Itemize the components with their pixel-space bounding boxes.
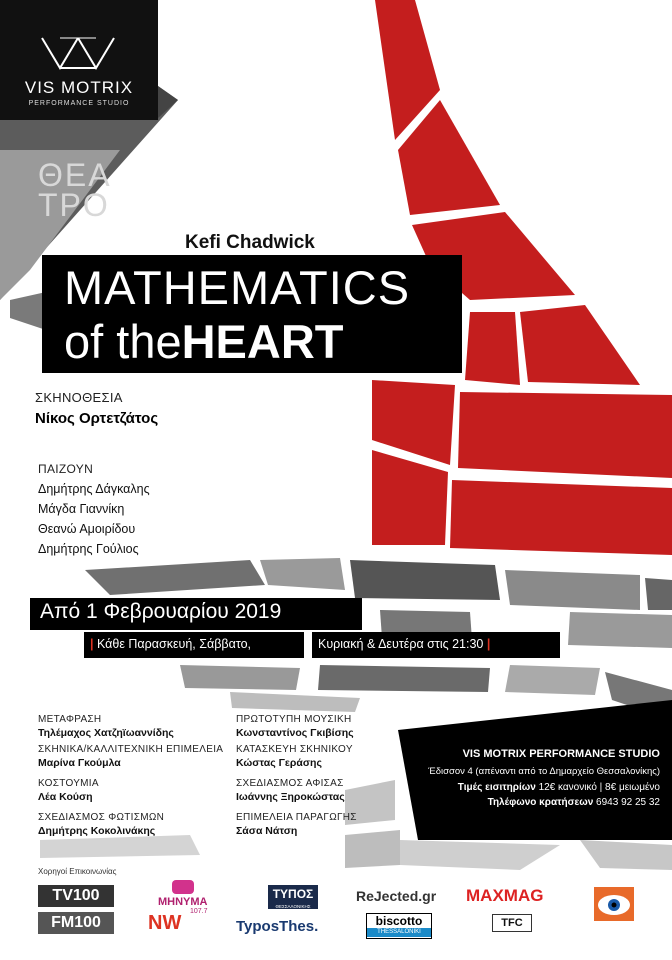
credit-name: Ιωάννης Ξηροκώστας	[236, 791, 345, 803]
red-sail-7	[458, 392, 672, 478]
credit-label: ΣΧΕΔΙΑΣΜΟΣ ΦΩΤΙΣΜΩΝ	[38, 812, 165, 823]
direction-name: Νίκος Ορτετζάτος	[35, 410, 159, 427]
vis-motrix-logo-icon	[38, 32, 120, 74]
cast-label: ΠΑΙΖΟΥΝ	[38, 462, 94, 476]
venue-phone	[398, 797, 672, 808]
typos-logo-text: ΤΥΠΟΣ	[272, 887, 314, 901]
red-sail-4	[520, 305, 640, 385]
hull-8	[180, 665, 300, 690]
hull-4	[505, 570, 640, 610]
schedule-part1-text: Κάθε Παρασκευή, Σάββατο,	[96, 637, 252, 651]
schedule-part1	[90, 637, 251, 651]
logo-subtitle: PERFORMANCE STUDIO	[28, 100, 130, 107]
venue-title: VIS MOTRIX PERFORMANCE STUDIO	[462, 748, 660, 760]
credit-name: Τηλέμαχος Χατζηϊωαννίδης	[38, 727, 174, 739]
cast-member: Θεανώ Αμοιρίδου	[38, 522, 136, 536]
schedule-separator: |	[90, 637, 94, 651]
biscotto-subtitle: THESSALONIKI	[367, 928, 431, 937]
hull-7	[568, 612, 672, 648]
cast-member: Δημήτρης Γούλιος	[38, 542, 139, 556]
lower-gray-2	[345, 830, 400, 868]
author: Kefi Chadwick	[185, 232, 315, 253]
phone-label: Τηλέφωνο κρατήσεων	[487, 797, 594, 808]
prices-label: Τιμές εισιτηρίων	[457, 782, 536, 793]
minima-bubble-icon	[172, 880, 194, 894]
biscotto-text: biscotto	[375, 914, 423, 928]
title-line2-bold: HEART	[181, 315, 344, 368]
credit-name: Λέα Κούση	[38, 791, 93, 803]
side-word-line1: ΘΕΑ	[38, 157, 112, 193]
typosthes-logo: TyposThes.	[236, 918, 319, 935]
schedule-part2	[318, 637, 490, 651]
fm100-logo: FM100	[38, 912, 114, 934]
credit-name: Σάσα Νάτση	[236, 825, 298, 837]
maxmag-logo: MAXMAG	[466, 886, 544, 905]
lower-gray-3	[40, 835, 200, 858]
logo-name: VIS MOTRIX	[24, 78, 134, 97]
direction-label: ΣΚΗΝΟΘΕΣΙΑ	[35, 390, 123, 405]
venue-prices	[398, 782, 672, 793]
hull-10	[505, 665, 600, 695]
biscotto-logo	[366, 913, 432, 939]
nw-logo: NW	[148, 912, 182, 934]
credit-label: ΕΠΙΜΕΛΕΙΑ ΠΑΡΑΓΩΓΗΣ	[236, 812, 357, 823]
credit-name: Κωνσταντίνος Γκιβίσης	[236, 727, 354, 739]
prices-value: 12€ κανονικό | 8€ μειωμένο	[538, 782, 660, 793]
title-line2-light: of the	[64, 315, 182, 368]
hull-9	[318, 665, 490, 692]
tv100-logo: TV100	[38, 885, 114, 907]
side-word-line2: ΤΡΟ	[38, 187, 110, 223]
eye-logo-icon	[594, 887, 634, 929]
cast-member: Μάγδα Γιαννίκη	[38, 502, 125, 516]
title-line1: MATHEMATICS	[64, 261, 411, 314]
hull-1	[85, 560, 265, 595]
rejected-logo: ReJected.gr	[356, 888, 437, 904]
lower-gray-4	[400, 840, 560, 870]
hull-3	[350, 560, 500, 600]
hull-2	[260, 558, 345, 590]
typos-subtitle: ΘΕΣΣΑΛΟΝΙΚΗΣ	[275, 904, 311, 909]
schedule-part2-text: Κυριακή & Δευτέρα στις 21:30	[318, 637, 484, 651]
credit-label: ΣΧΕΔΙΑΣΜΟΣ ΑΦΙΣΑΣ	[236, 778, 344, 789]
lower-gray-5	[580, 840, 672, 870]
premiere-date: Από 1 Φεβρουαρίου 2019	[40, 600, 282, 623]
credit-label: ΚΑΤΑΣΚΕΥΗ ΣΚΗΝΙΚΟΥ	[236, 744, 353, 755]
credit-name: Κώστας Γεράσης	[236, 757, 322, 769]
gray-wedge-left	[10, 292, 46, 330]
title-line2	[64, 316, 343, 368]
red-sail-8	[372, 450, 448, 545]
side-word	[38, 157, 112, 223]
credit-name: Δημήτρης Κοκολινάκης	[38, 825, 156, 837]
red-sail-6	[372, 380, 455, 465]
hull-5	[645, 578, 672, 610]
credit-label: ΚΟΣΤΟΥΜΙΑ	[38, 778, 99, 789]
red-sail-9	[450, 480, 672, 555]
cast-member: Δημήτρης Δάγκαλης	[38, 482, 150, 496]
gray-wedge	[158, 86, 178, 118]
tfc-logo: TFC	[492, 914, 532, 932]
red-sail-5	[465, 312, 520, 385]
minima-logo: ΜΗΝΥΜΑ	[158, 896, 208, 908]
sponsors-label: Χορηγοί Επικοινωνίας	[38, 867, 117, 876]
minima-frequency: 107.7	[190, 908, 208, 915]
phone-value: 6943 92 25 32	[596, 797, 660, 808]
hull-12	[230, 692, 360, 712]
schedule-separator: |	[486, 637, 491, 651]
credit-label: ΜΕΤΑΦΡΑΣΗ	[38, 714, 102, 725]
credit-name: Μαρίνα Γκούμλα	[38, 757, 121, 769]
venue-address: Έδισσον 4 (απέναντι από το Δημαρχείο Θεσσαλονίκης)	[428, 766, 660, 777]
credit-label: ΣΚΗΝΙΚΑ/ΚΑΛΛΙΤΕΧΝΙΚΗ ΕΠΙΜΕΛΕΙΑ	[38, 744, 224, 755]
credit-label: ΠΡΩΤΟΤΥΠΗ ΜΟΥΣΙΚΗ	[236, 714, 352, 725]
